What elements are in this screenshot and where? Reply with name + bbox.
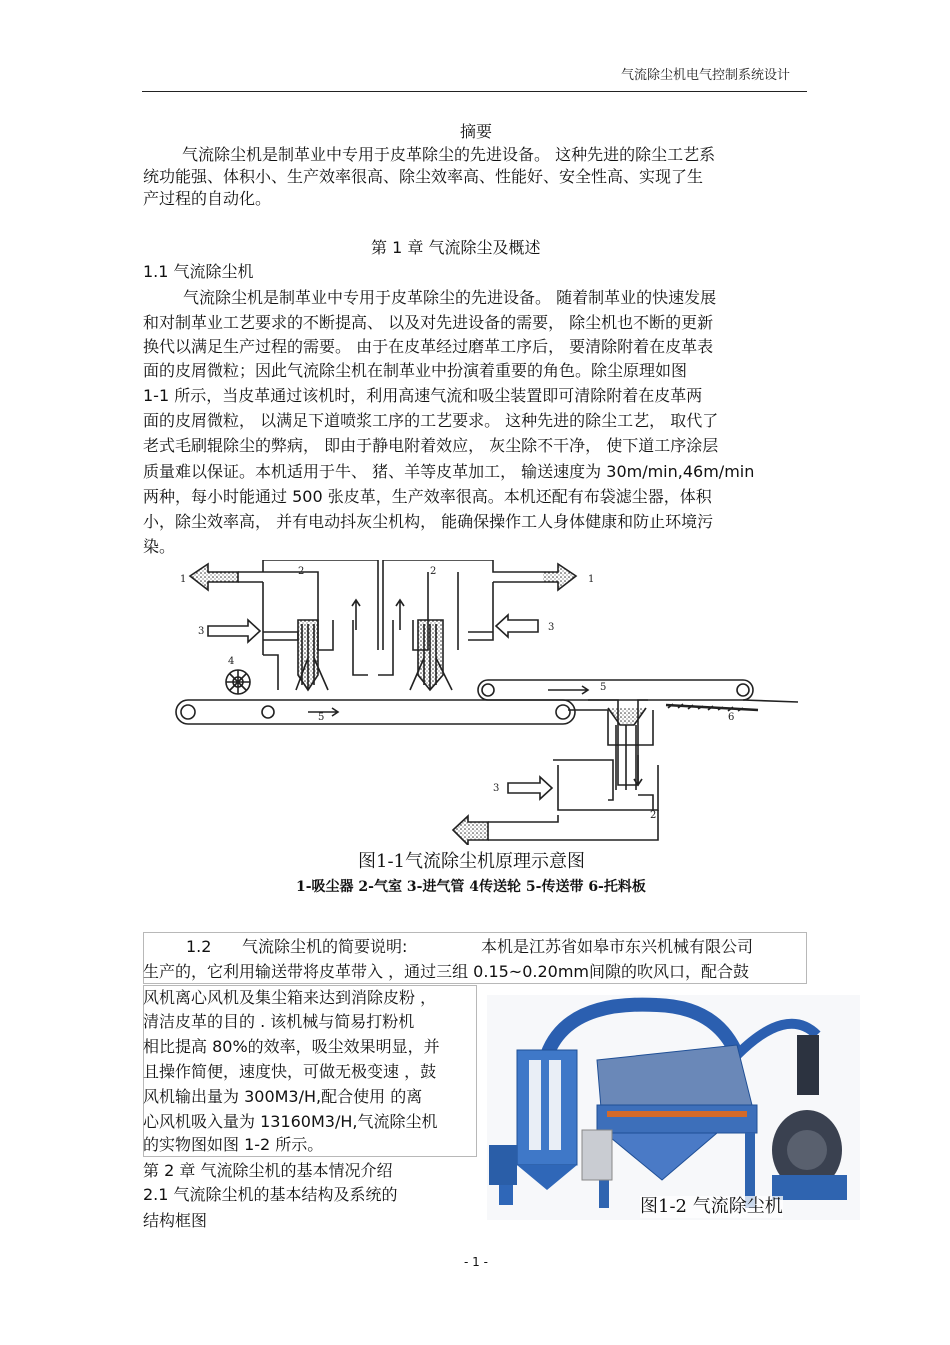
body-line: 老式毛刷辊除尘的弊病， 即由于静电附着效应， 灰尘除不干净， 使下道工序涂层 (143, 436, 719, 455)
section-2-1-heading-cont: 结构框图 (143, 1211, 208, 1230)
section-1-2-heading: 气流除尘机的简要说明: (242, 937, 408, 956)
body-line: 面的皮屑微粒， 以满足下道喷浆工序的工艺要求。 这种先进的除尘工艺， 取代了 (143, 411, 719, 430)
narrow-line: 清洁皮革的目的 . 该机械与简易打粉机 (143, 1012, 415, 1031)
narrow-line: 相比提高 80%的效率，吸尘效果明显，并 (143, 1037, 440, 1056)
section-1-2-line2: 生产的，它利用输送带将皮革带入 ，通过三组 0.15~0.20mm间隙的吹风口，配合鼓 (143, 962, 750, 981)
exhaust-arrow-icon (453, 816, 488, 845)
section-2-1-heading: 2.1 气流除尘机的基本结构及系统的 (143, 1185, 398, 1204)
chapter-1-title: 第 1 章 气流除尘及概述 (371, 238, 541, 257)
label-2: 2 (298, 566, 305, 577)
label-5: 5 (600, 682, 607, 693)
intake-arrow-icon (208, 620, 260, 642)
section-1-1-heading: 1.1 气流除尘机 (143, 262, 254, 281)
body-line: 染。 (143, 537, 176, 556)
page-number: - 1 - (464, 1255, 488, 1269)
exhaust-arrow-icon (190, 564, 238, 590)
label-3: 3 (493, 783, 500, 794)
label-3: 3 (198, 626, 205, 637)
narrow-line: 的实物图如图 1-2 所示。 (143, 1135, 324, 1154)
intake-arrow-icon (496, 615, 538, 637)
section-1-2-number: 1.2 (186, 937, 212, 956)
figure-1-1-legend: 1-吸尘器 2-气室 3-进气管 4传送轮 5-传送带 6-托料板 (296, 879, 646, 895)
label-6: 6 (728, 712, 735, 723)
label-2: 2 (430, 566, 437, 577)
running-header: 气流除尘机电气控制系统设计 (620, 68, 790, 83)
chapter-2-title: 第 2 章 气流除尘机的基本情况介绍 (143, 1161, 393, 1180)
label-2: 2 (650, 810, 657, 821)
figure-1-2-caption: 图1-2 气流除尘机 (640, 1196, 783, 1217)
body-line: 和对制革业工艺要求的不断提高、 以及对先进设备的需要， 除尘机也不断的更新 (143, 313, 714, 332)
narrow-line: 风机输出量为 300M3/H,配合使用 的离 (143, 1087, 423, 1106)
body-line: 换代以满足生产过程的需要。 由于在皮革经过磨革工序后， 要清除附着在皮革表 (143, 337, 714, 356)
label-3: 3 (548, 622, 555, 633)
body-line: 面的皮屑微粒；因此气流除尘机在制革业中扮演着重要的角色。除尘原理如图 (143, 361, 688, 380)
body-line: 气流除尘机是制革业中专用于皮革除尘的先进设备。 随着制革业的快速发展 (183, 288, 717, 307)
label-4: 4 (228, 656, 235, 667)
label-1: 1 (588, 574, 595, 585)
body-line: 小，除尘效率高， 并有电动抖灰尘机构， 能确保操作工人身体健康和防止环境污 (143, 512, 714, 531)
exhaust-arrow-icon (543, 564, 576, 590)
label-5: 5 (318, 712, 325, 723)
figure-1-1-schematic (168, 560, 808, 845)
figure-1-1-caption: 图1-1气流除尘机原理示意图 (358, 851, 585, 872)
section-1-2-line1-tail: 本机是江苏省如皋市东兴机械有限公司 (481, 937, 754, 956)
abstract-heading: 摘要 (460, 122, 493, 141)
header-rule (142, 91, 807, 92)
figure-1-2-photo (487, 995, 860, 1220)
narrow-line: 心风机吸入量为 13160M3/H,气流除尘机 (143, 1112, 438, 1131)
label-1: 1 (180, 574, 187, 585)
narrow-line: 风机离心风机及集尘箱来达到消除皮粉 ， (143, 988, 437, 1007)
body-line: 1-1 所示，当皮革通过该机时，利用高速气流和吸尘装置即可清除附着在皮革两 (143, 386, 703, 405)
body-line: 两种，每小时能通过 500 张皮革，生产效率很高。本机还配有布袋滤尘器，体积 (143, 487, 712, 506)
abstract-line-1: 气流除尘机是制革业中专用于皮革除尘的先进设备。 这种先进的除尘工艺系 (182, 145, 716, 164)
intake-arrow-icon (508, 777, 552, 799)
abstract-line-3: 产过程的自动化。 (143, 189, 272, 208)
narrow-line: 且操作简便，速度快，可做无极变速 ，鼓 (143, 1062, 437, 1081)
abstract-line-2: 统功能强、体积小、生产效率很高、除尘效率高、性能好、安全性高、实现了生 (143, 167, 704, 186)
body-line: 质量难以保证。本机适用于牛、 猪、羊等皮革加工， 输送速度为 30m/min,46m/min (143, 462, 755, 481)
